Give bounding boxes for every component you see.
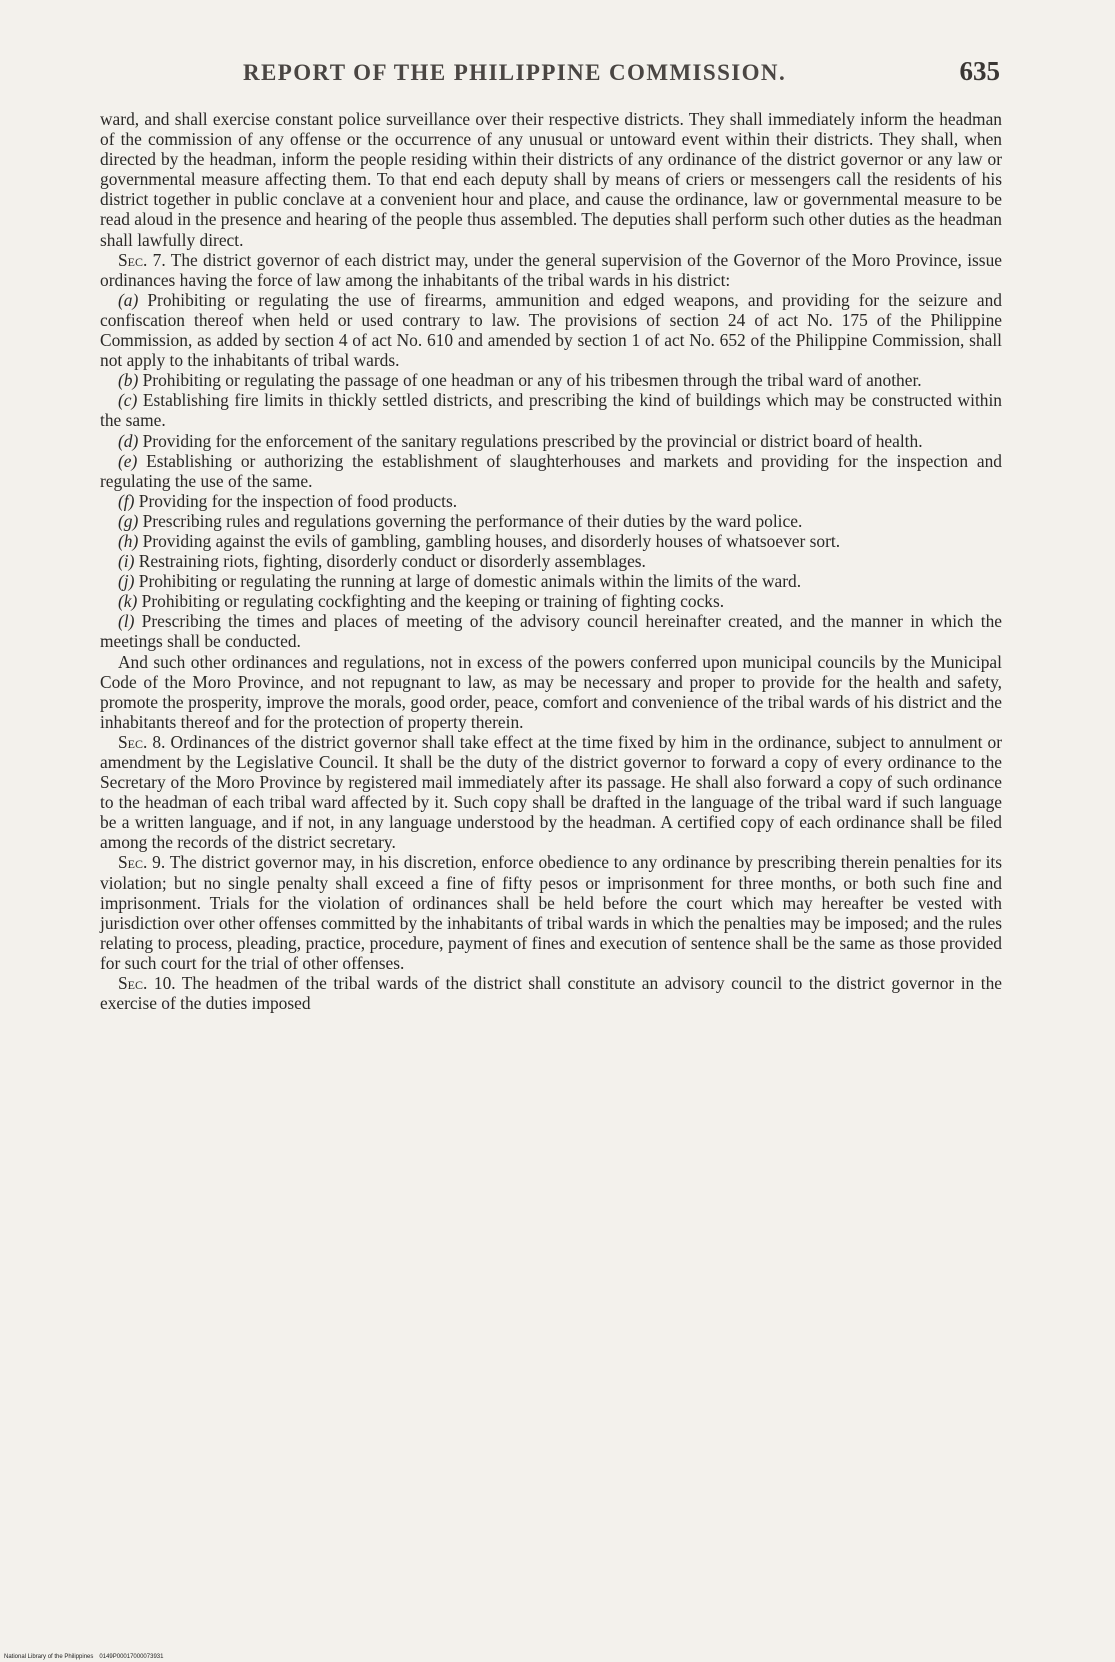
clause-k: [100, 591, 1002, 611]
paragraph-text: Prescribing the times and places of meeting of the advisory council hereinafter created, and the manner in which the meetings shall be conducted.: [100, 611, 1002, 652]
clause-b: [100, 370, 1002, 390]
library-credit: National Library of the Philippines: [4, 1654, 94, 1660]
clause-d: [100, 431, 1002, 451]
section-10: [100, 973, 1002, 1013]
scan-code: 0149P00017000073931: [99, 1654, 164, 1660]
scan-footer: [4, 1654, 163, 1660]
page-number: 635: [959, 56, 1000, 86]
section-8: [100, 732, 1002, 853]
clause-letter: (a): [118, 289, 139, 310]
clause-g: [100, 511, 1002, 531]
section-label: Sec. 8.: [118, 731, 166, 752]
paragraph-text: The district governor of each district may, under the general supervision of the Governor of the Moro Province, issue ordinances having the force of law among the inhabitants of the tribal wards in his district:: [100, 249, 1002, 290]
clause-letter: (l): [118, 611, 135, 632]
body-text: [100, 109, 1002, 1013]
running-title: REPORT OF THE PHILIPPINE COMMISSION.: [243, 60, 787, 85]
clause-j: [100, 571, 1002, 591]
clause-a: [100, 290, 1002, 370]
paragraph-text: Ordinances of the district governor shall take effect at the time fixed by him in the ordinance, subject to annulment or amendment by the Legislative Council. It shall be the duty of the district governor to forward a copy of every ordinance to the Secretary of the Moro Province by registered mail immediately after its passage. He shall also forward a copy of such ordinance to the headman of each tribal ward affected by it. Such copy shall be drafted in the language of the tribal ward if such language be a written language, and if not, in any language understood by the headman. A certified copy of each ordinance shall be filed among the records of the district secretary.: [100, 731, 1002, 853]
section-label: Sec. 7.: [118, 249, 166, 270]
paragraph-text: Restraining riots, fighting, disorderly conduct or disorderly assemblages.: [134, 551, 646, 572]
section-label: Sec. 9.: [118, 852, 166, 873]
general-powers-paragraph: [100, 652, 1002, 732]
clause-f: [100, 491, 1002, 511]
paragraph-text: Prohibiting or regulating the running at large of domestic animals within the limits of the ward.: [134, 571, 802, 592]
paragraph-continuation: [100, 109, 1002, 250]
clause-e: [100, 451, 1002, 491]
clause-letter: (g): [118, 510, 139, 531]
clause-l: [100, 611, 1002, 651]
paragraph-text: The district governor may, in his discretion, enforce obedience to any ordinance by prescribing therein penalties for its violation; but no single penalty shall exceed a fine of fifty pesos or imprisonment for three months, or both such fine and imprisonment. Trials for the violation of ordinances shall be held before the court which may hereafter be vested with jurisdiction over other offenses committed by the inhabitants of tribal wards in which the penalties may be imposed; and the rules relating to process, pleading, practice, procedure, payment of fines and execution of sentence shall be the same as those provided for such court for the trial of other offenses.: [100, 852, 1003, 973]
paragraph-text: Providing for the inspection of food products.: [134, 490, 458, 511]
paragraph-text: The headmen of the tribal wards of the district shall constitute an advisory council to the district governor in the exercise of the duties imposed: [100, 973, 1002, 1014]
clause-letter: (j): [118, 571, 135, 592]
clause-letter: (f): [118, 490, 135, 511]
clause-letter: (b): [118, 370, 139, 391]
paragraph-text: Establishing fire limits in thickly settled districts, and prescribing the kind of buildings which may be constructed within the same.: [100, 390, 1002, 431]
clause-i: [100, 551, 1002, 571]
paragraph-text: Prohibiting or regulating the passage of one headman or any of his tribesmen through the tribal ward of another.: [138, 370, 922, 391]
paragraph-text: And such other ordinances and regulations, not in excess of the powers conferred upon municipal councils by the Municipal Code of the Moro Province, and not repugnant to law, as may be necessary and proper to provide for the health and safety, promote the prosperity, improve the morals, good order, peace, comfort and convenience of the tribal wards of his district and the inhabitants thereof and for the protection of property therein.: [100, 651, 1002, 732]
clause-letter: (k): [118, 591, 138, 612]
paragraph-text: Establishing or authorizing the establishment of slaughterhouses and markets and providing for the inspection and regulating the use of the same.: [100, 450, 1002, 491]
paragraph-text: ward, and shall exercise constant police surveillance over their respective districts. They shall immediately inform the headman of the commission of any offense or the occurrence of any unusual or untoward event within their districts. They shall, when directed by the headman, inform the people residing within their districts of any ordinance of the district governor or any law or governmental measure affecting them. To that end each deputy shall by means of criers or messengers call the residents of his district together in public conclave at a convenient hour and place, and cause the ordinance, law or governmental measure to be read aloud in the presence and hearing of the people thus assembled. The deputies shall perform such other duties as the headman shall lawfully direct.: [100, 109, 1002, 250]
clause-c: [100, 390, 1002, 430]
clause-letter: (e): [118, 450, 138, 471]
section-9: [100, 852, 1002, 973]
clause-letter: (h): [118, 530, 139, 551]
page-header: [100, 56, 1000, 92]
paragraph-text: Prohibiting or regulating the use of firearms, ammunition and edged weapons, and providing for the seizure and confiscation thereof when held or used contrary to law. The provisions of section 24 of act No. 175 of the Philippine Commission, as added by section 4 of act No. 610 and amended by section 1 of act No. 652 of the Philippine Commission, shall not apply to the inhabitants of tribal wards.: [100, 289, 1002, 371]
section-label: Sec. 10.: [118, 973, 176, 994]
paragraph-text: Prohibiting or regulating cockfighting and the keeping or training of fighting cocks.: [137, 591, 725, 612]
section-7: [100, 250, 1002, 290]
paragraph-text: Providing against the evils of gambling, gambling houses, and disorderly houses of whatsoever sort.: [138, 530, 841, 551]
clause-letter: (i): [118, 551, 135, 572]
clause-letter: (d): [118, 430, 139, 451]
paragraph-text: Providing for the enforcement of the sanitary regulations prescribed by the provincial or district board of health.: [138, 430, 923, 451]
clause-letter: (c): [118, 390, 138, 411]
paragraph-text: Prescribing rules and regulations governing the performance of their duties by the ward police.: [138, 510, 803, 531]
clause-h: [100, 531, 1002, 551]
